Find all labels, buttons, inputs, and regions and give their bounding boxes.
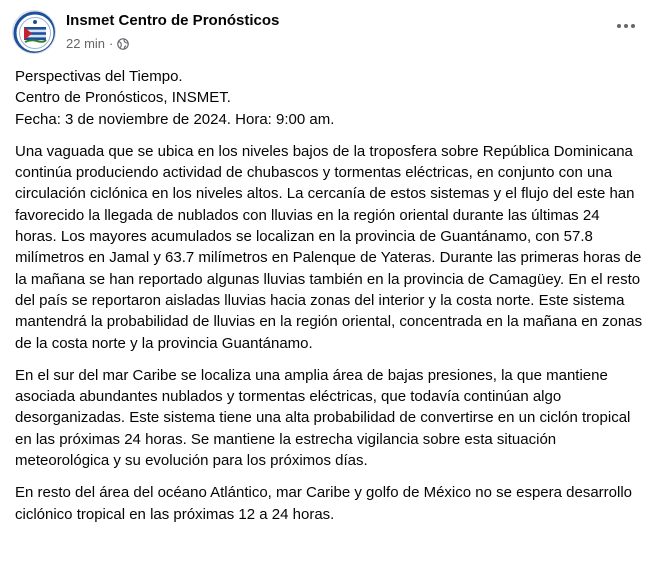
insmet-logo-icon xyxy=(13,11,56,54)
heading-line: Fecha: 3 de noviembre de 2024. Hora: 9:00 am. xyxy=(15,110,335,128)
post-body xyxy=(15,66,643,536)
heading-line: Perspectivas del Tiempo. xyxy=(15,68,183,85)
post-heading-block xyxy=(15,66,643,130)
post-header xyxy=(12,10,642,54)
more-dot xyxy=(624,24,628,28)
more-dot xyxy=(617,24,621,28)
post-meta xyxy=(66,36,129,51)
page-name[interactable]: Insmet Centro de Pronósticos xyxy=(66,12,280,29)
post-paragraph: En el sur del mar Caribe se localiza una amplia área de bajas presiones, la que mantiene asociada abundantes nublados y tormentas eléctricas, que todavía continúan algo desorganizadas. Este sistema tiene una alta probabilidad de convertirse en un ciclón tropical en las próximas 24 horas. Se mantiene la estrecha vigilancia sobre esta situación meteorológica y su evolución para los próximos días. xyxy=(15,366,631,470)
heading-line: Centro de Pronósticos, INSMET. xyxy=(15,89,231,107)
more-dot xyxy=(631,24,635,28)
post-paragraph: En resto del área del océano Atlántico, mar Caribe y golfo de México no se espera desarrollo ciclónico tropical en las próximas 12 a 24 horas. xyxy=(15,484,633,523)
avatar[interactable] xyxy=(12,10,56,54)
post-paragraph: Una vaguada que se ubica en los niveles bajos de la troposfera sobre República Dominicana continúa produciendo actividad de chubascos y tormentas eléctricas, en conjunto con una circulación ciclónica en los niveles altos. La cercanía de estos sistemas y el flujo del este han favorecido la llegada de nublados con lluvias en la región oriental durante las últimas 24 horas. Los mayores acumulados se localizan en la provincia de Guantánamo, con 57.8 milímetros en Jamal y 63.7 milímetros en Palenque de Yateras. Durante las primeras horas de la mañana se han reportado algunas lluvias también en la provincia de Camagüey. En el resto del país se reportaron aisladas lluvias hacia zonas del interior y la costa norte. Este sistema mantendrá la probabilidad de lluvias en la región oriental, concentrada en la mañana en zonas de la costa norte y la provincia Guantánamo. xyxy=(15,142,643,352)
globe-icon xyxy=(117,38,129,50)
meta-separator: · xyxy=(109,36,114,51)
post-time[interactable]: 22 min xyxy=(66,36,106,51)
more-options-icon[interactable] xyxy=(612,16,640,36)
